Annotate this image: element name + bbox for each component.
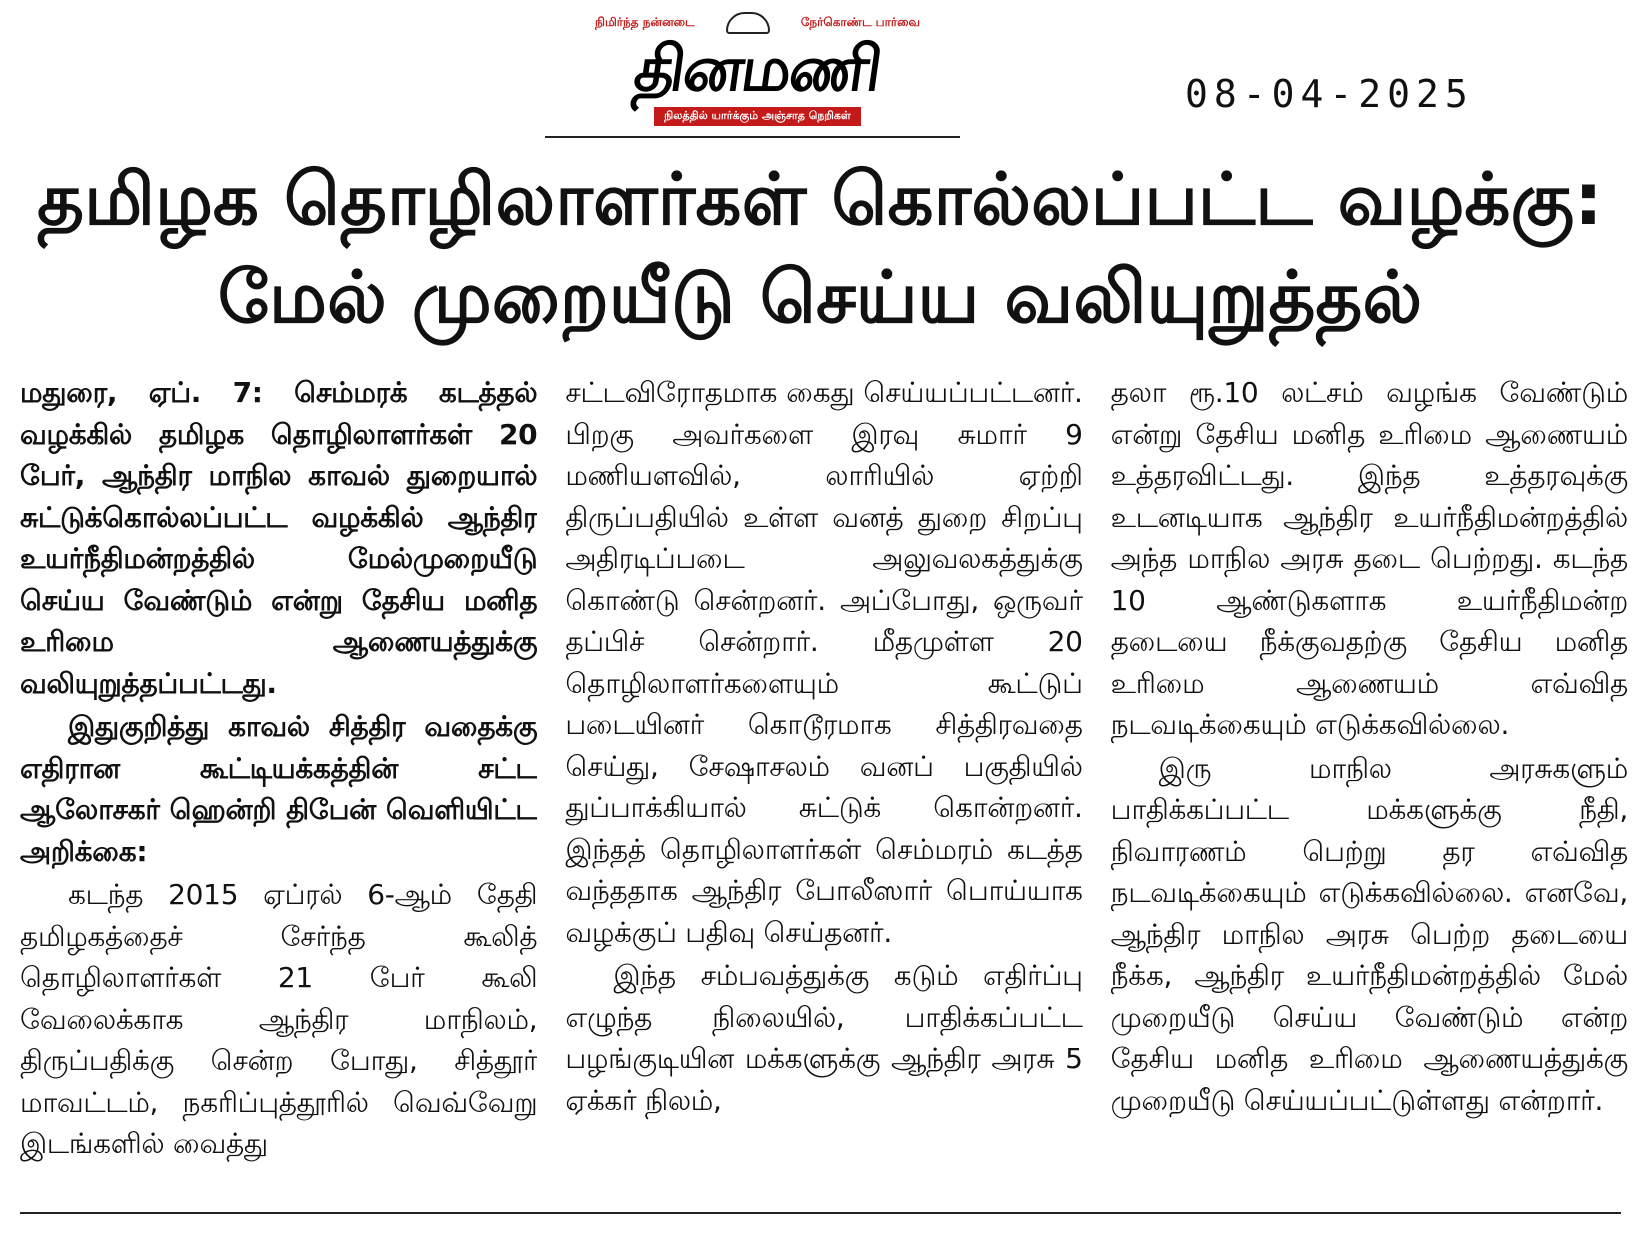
paragraph-text: இரு மாநில அரசுகளும் பாதிக்கப்பட்ட மக்களுக்கு நீதி, நிவாரணம் பெற்று தர எவ்வித நடவடிக்கையும் எடுக்கவில்லை. எனவே, ஆந்திர மாநில அரசு பெற்ற தடையை நீக்க, ஆந்திர உயர்நீதிமன்றத்தில் மேல் முறையீடு செய்ய வேண்டும் என்ற தேசிய மனித உரிமை ஆணையத்துக்கு முறையீடு செய்யப்பட்டுள்ளது என்றார். (1110, 751, 1628, 1117)
masthead-rule (545, 136, 960, 138)
article-body (20, 372, 1628, 1202)
tagline-bottom: நிலத்தில் யார்க்கும் அஞ்சாத நெறிகள் (654, 107, 861, 126)
bottom-rule (20, 1212, 1621, 1214)
tagline-right: நேர்கொண்ட பார்வை (800, 15, 920, 29)
paragraph-text: தலா ரூ.10 லட்சம் வழங்க வேண்டும் என்று தேசிய மனித உரிமை ஆணையம் உத்தரவிட்டது. இந்த உத்தரவுக்கு உடனடியாக ஆந்திர உயர்நீதிமன்றத்தில் அந்த மாநில அரசு தடை பெற்றது. கடந்த 10 ஆண்டுகளாக உயர்நீதிமன்ற தடையை நீக்குவதற்கு தேசிய மனித உரிமை ஆணையம் எவ்வித நடவடிக்கையும் எடுக்கவில்லை. (1110, 376, 1628, 741)
headline (20, 150, 1620, 346)
paragraph-text: சட்டவிரோதமாக கைது செய்யப்பட்டனர். பிறகு அவர்களை இரவு சுமார் 9 மணியளவில், லாரியில் ஏற்றி திருப்பதியில் உள்ள வனத் துறை சிறப்பு அதிரடிப்படை அலுவலகத்துக்கு கொண்டு சென்றனர். அப்போது, ஒருவர் தப்பிச் சென்றார். மீதமுள்ள 20 தொழிலாளர்களையும் கூட்டுப் படையினர் கொடூரமாக சித்திரவதை செய்து, சேஷாசலம் வனப் பகுதியில் துப்பாக்கியால் சுட்டுக் கொன்றனர். இந்தத் தொழிலாளர்கள் செம்மரம் கடத்த வந்ததாக ஆந்திர போலீஸார் பொய்யாக வழக்குப் பதிவு செய்தனர். (565, 376, 1083, 949)
paragraph-text: கடந்த 2015 ஏப்ரல் 6-ஆம் தேதி தமிழகத்தைச் சேர்ந்த கூலித் தொழிலாளர்கள் 21 பேர் கூலி வேலைக்காக ஆந்திர மாநிலம், திருப்பதிக்கு சென்ற போது, சித்தூர் மாவட்டம், நகரிப்புத்தூரில் வெவ்வேறு இடங்களில் வைத்து (20, 878, 538, 1160)
masthead-tagline-top (555, 12, 960, 34)
publication-date: 08-04-2025 (1185, 72, 1474, 116)
newspaper-logo: தினமணி (629, 32, 886, 105)
paragraph-text: இந்த சம்பவத்துக்கு கடும் எதிர்ப்பு எழுந்த நிலையில், பாதிக்கப்பட்ட பழங்குடியின மக்களுக்கு ஆந்திர அரசு 5 ஏக்கர் நிலம், (565, 959, 1083, 1117)
paragraph-intro (20, 372, 537, 704)
headline-line-1: தமிழக தொழிலாளர்கள் கொல்லப்பட்ட வழக்கு: (37, 157, 1603, 241)
emblem-icon (726, 12, 770, 34)
dateline: மதுரை, ஏப். 7: (20, 376, 263, 409)
tagline-left: நிமிர்ந்த நன்னடை (595, 15, 695, 29)
masthead (555, 12, 960, 134)
article-column-2 (565, 372, 1082, 1202)
headline-line-2: மேல் முறையீடு செய்ய வலியுறுத்தல் (217, 255, 1423, 339)
article-column-3 (1111, 372, 1628, 1202)
paragraph-text: செம்மரக் கடத்தல் வழக்கில் தமிழக தொழிலாளர்கள் 20 பேர், ஆந்திர மாநில காவல் துறையால் சுட்டுக்கொல்லப்பட்ட வழக்கில் ஆந்திர உயர்நீதிமன்றத்தில் மேல்முறையீடு செய்ய வேண்டும் என்று தேசிய மனித உரிமை ஆணையத்துக்கு வலியுறுத்தப்பட்டது. (20, 376, 538, 700)
paragraph-statement: இதுகுறித்து காவல் சித்திர வதைக்கு எதிரான கூட்டியக்கத்தின் சட்ட ஆலோசகர் ஹென்றி திபேன் வெளியிட்ட அறிக்கை: (20, 710, 538, 868)
article-column-1 (20, 372, 537, 1202)
